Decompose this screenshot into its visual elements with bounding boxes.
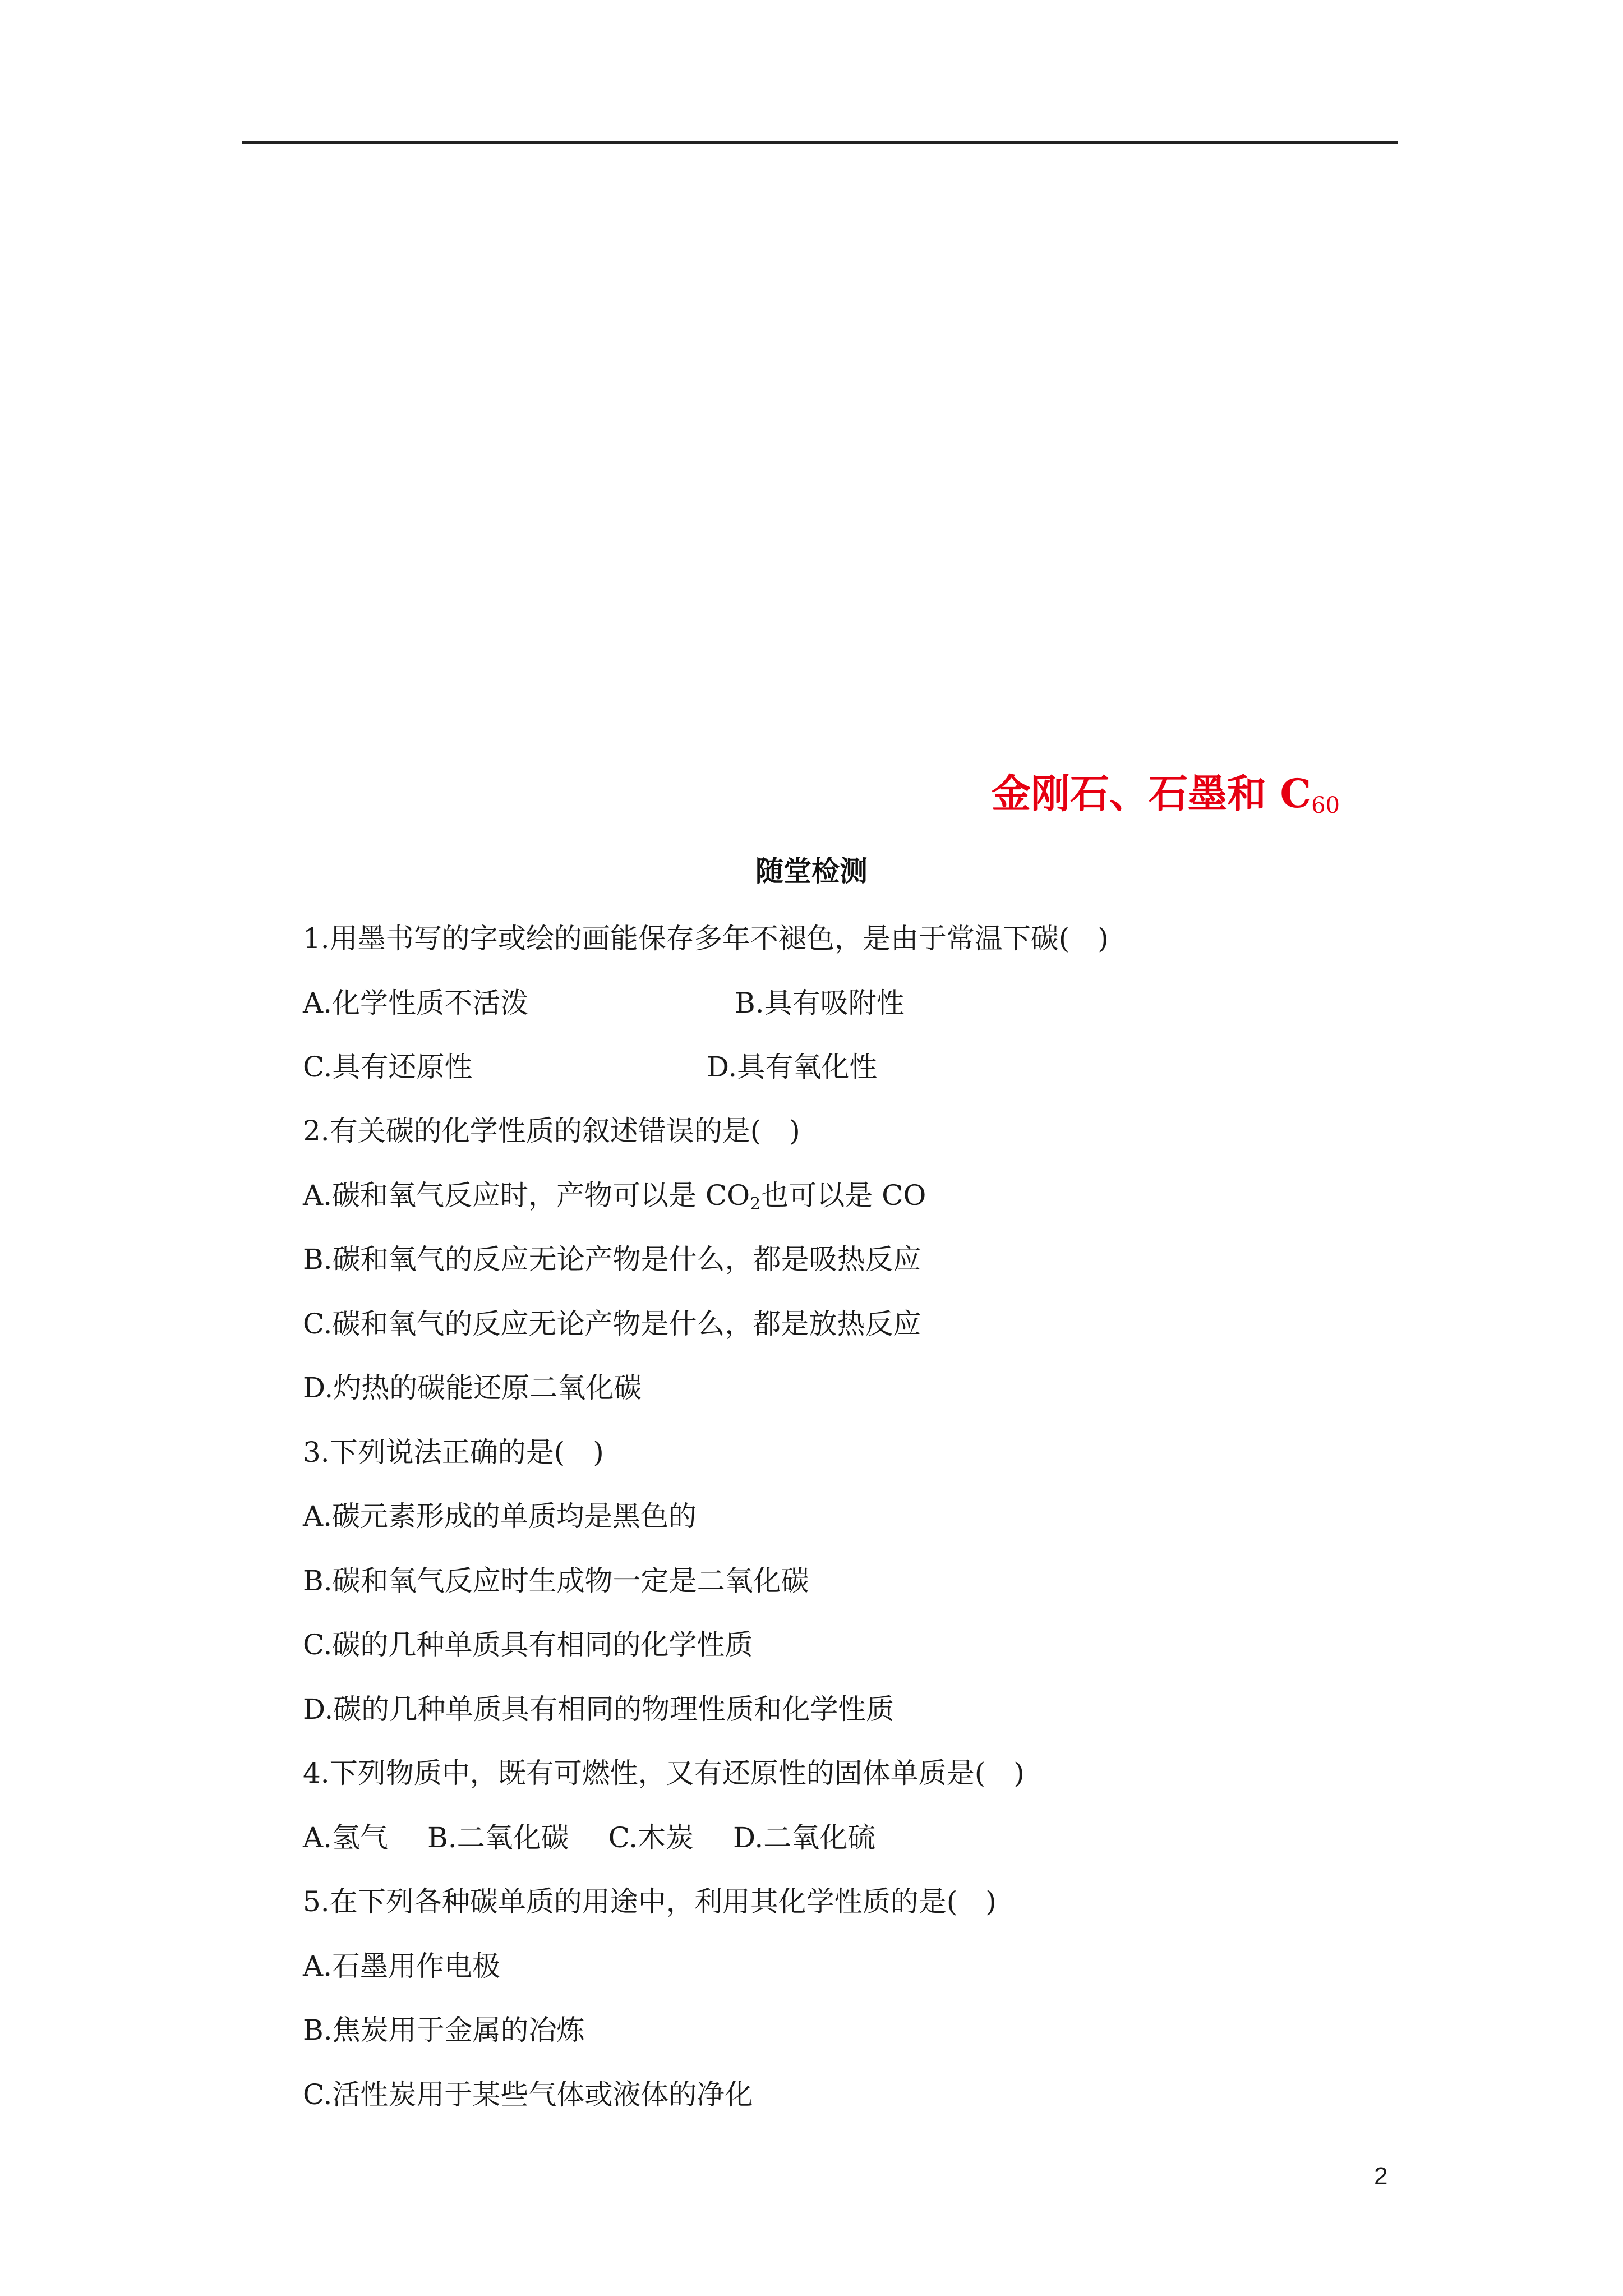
question-4-option-a: A.氢气 bbox=[303, 1821, 389, 1854]
question-3-option-d: D.碳的几种单质具有相同的物理性质和化学性质 bbox=[303, 1693, 895, 1726]
question-4-options-row bbox=[303, 1821, 876, 1854]
question-3-stem: 3.下列说法正确的是( ) bbox=[303, 1436, 604, 1469]
title-main-text: 金刚石、石墨和 C bbox=[992, 770, 1312, 817]
question-2-option-a-subscript: 2 bbox=[750, 1194, 761, 1214]
question-2-option-c: C.碳和氧气的反应无论产物是什么，都是放热反应 bbox=[303, 1308, 921, 1340]
question-1-option-d: D.具有氧化性 bbox=[707, 1051, 878, 1083]
question-5-option-c: C.活性炭用于某些气体或液体的净化 bbox=[303, 2078, 753, 2111]
question-1-option-c: C.具有还原性 bbox=[303, 1051, 473, 1083]
question-4-option-d: D.二氧化硫 bbox=[733, 1821, 876, 1854]
header-rule bbox=[242, 141, 1398, 144]
question-2-option-a bbox=[303, 1181, 926, 1213]
question-2-option-a-post: 也可以是 CO bbox=[760, 1179, 926, 1212]
question-1-option-b: B.具有吸附性 bbox=[735, 987, 905, 1019]
question-5-stem: 5.在下列各种碳单质的用途中，利用其化学性质的是( ) bbox=[303, 1885, 997, 1918]
question-5-option-a: A.石墨用作电极 bbox=[303, 1950, 501, 1982]
question-3-option-b: B.碳和氧气反应时生成物一定是二氧化碳 bbox=[303, 1565, 809, 1597]
question-3-option-c: C.碳的几种单质具有相同的化学性质 bbox=[303, 1628, 753, 1661]
question-2-stem: 2.有关碳的化学性质的叙述错误的是( ) bbox=[303, 1115, 800, 1147]
section-heading: 随堂检测 bbox=[755, 854, 868, 887]
question-1-stem: 1.用墨书写的字或绘的画能保存多年不褪色，是由于常温下碳( ) bbox=[303, 922, 1109, 955]
question-4-stem: 4.下列物质中，既有可燃性，又有还原性的固体单质是( ) bbox=[303, 1757, 1025, 1789]
document-title bbox=[992, 770, 1340, 818]
question-3-option-a: A.碳元素形成的单质均是黑色的 bbox=[303, 1500, 697, 1533]
question-1-options-row-1 bbox=[303, 987, 905, 1019]
question-4-option-b: B.二氧化碳 bbox=[427, 1821, 569, 1854]
title-subscript: 60 bbox=[1311, 793, 1340, 818]
question-2-option-b: B.碳和氧气的反应无论产物是什么，都是吸热反应 bbox=[303, 1243, 921, 1276]
page-number: 2 bbox=[1374, 2162, 1388, 2190]
question-5-option-b: B.焦炭用于金属的冶炼 bbox=[303, 2014, 585, 2046]
question-1-options-row-2 bbox=[303, 1051, 878, 1083]
question-4-option-c: C.木炭 bbox=[608, 1821, 694, 1854]
question-2-option-a-pre: A.碳和氧气反应时，产物可以是 CO bbox=[303, 1179, 750, 1212]
question-2-option-d: D.灼热的碳能还原二氧化碳 bbox=[303, 1372, 642, 1404]
question-1-option-a: A.化学性质不活泼 bbox=[303, 987, 529, 1019]
